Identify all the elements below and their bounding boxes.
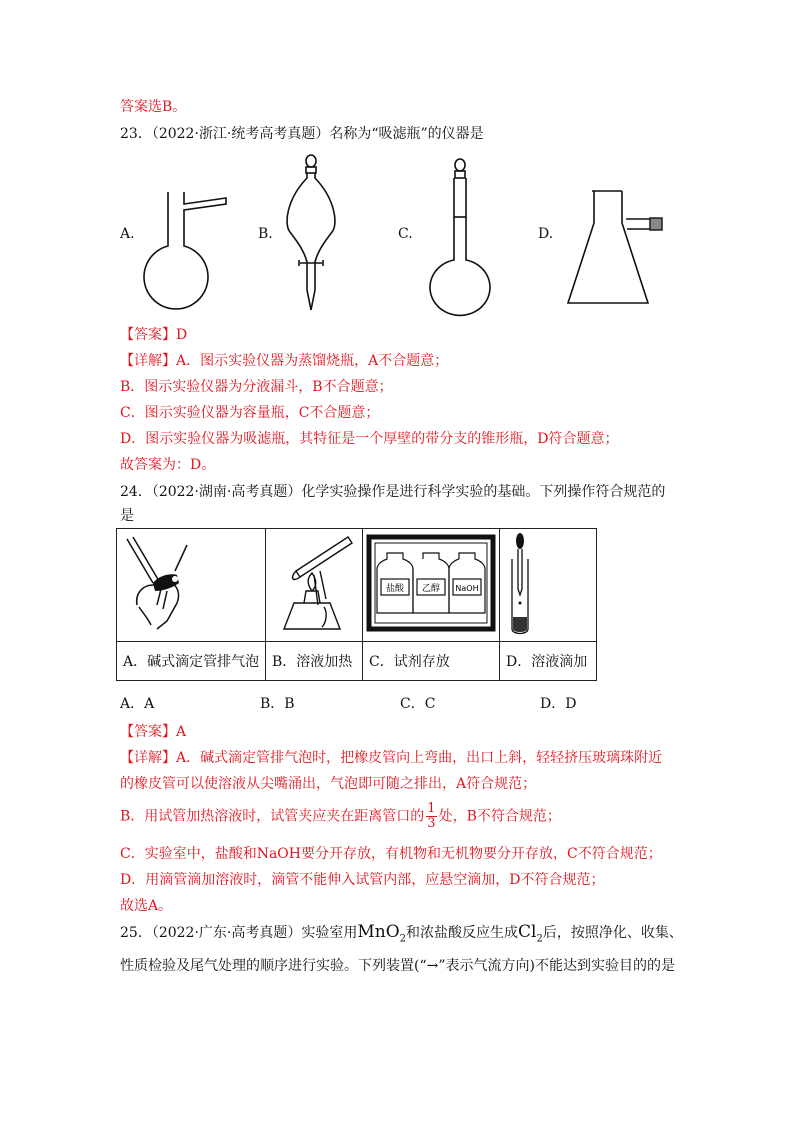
- bottle-label-naoh: NaOH: [455, 584, 479, 593]
- q24-image-b: [266, 529, 363, 642]
- reagent-cabinet-icon: [363, 529, 499, 637]
- q24-answer: 【答案】A: [120, 724, 187, 740]
- cl2-base: Cl: [518, 922, 537, 942]
- q24-conclusion: 故选A。: [120, 898, 173, 914]
- q24-caption-a: A．碱式滴定管排气泡: [117, 642, 266, 681]
- q23-option-d-label: D.: [538, 226, 554, 242]
- q24-choice-b: B．B: [260, 696, 295, 712]
- cl2-formula: [518, 922, 543, 945]
- fraction-denominator: 3: [427, 816, 436, 831]
- q24-detail-c: C．实验室中，盐酸和NaOH要分开存放，有机物和无机物要分开存放，C不符合规范；: [120, 846, 662, 862]
- q24-caption-b: B．溶液加热: [266, 642, 363, 681]
- q24-image-c: [363, 529, 500, 642]
- q23-detail-c: C．图示实验仪器为容量瓶，C不合题意；: [120, 405, 380, 421]
- q25-title-line2: 性质检验及尾气处理的顺序进行实验。下列装置(“→”表示气流方向)不能达到实验目的的是: [120, 958, 675, 974]
- q25-title-pre: 25．（2022·广东·高考真题）实验室用: [120, 925, 358, 941]
- q24-caption-c: C．试剂存放: [363, 642, 500, 681]
- q24-image-d: [500, 529, 597, 642]
- q24-choice-d: D．D: [540, 696, 577, 712]
- q24-image-a: [117, 529, 266, 642]
- fraction-numerator: 1: [427, 801, 436, 816]
- q24-operations-table: [116, 528, 597, 681]
- bottle-label-hcl: 盐酸: [385, 584, 405, 594]
- burette-bubble-removal-icon: [117, 529, 265, 637]
- heating-test-tube-icon: [266, 529, 362, 637]
- q24-detail-a-line2: 的橡皮管可以使溶液从尖嘴涌出，气泡即可随之排出，A符合规范；: [120, 776, 537, 792]
- q25-title-post: 后，按照净化、收集、: [542, 925, 683, 941]
- distillation-flask-icon: [140, 188, 230, 318]
- q23-option-a-label: A.: [120, 226, 135, 242]
- q24-choice-c: C．C: [400, 696, 436, 712]
- q24-choice-a: A．A: [120, 696, 155, 712]
- q24-title-line1: 24．（2022·湖南·高考真题）化学实验操作是进行科学实验的基础。下列操作符合规范的: [120, 484, 666, 500]
- q23-detail-d: D．图示实验仪器为吸滤瓶，其特征是一个厚壁的带分支的锥形瓶，D符合题意；: [120, 431, 619, 447]
- q23-detail-a: 【详解】A．图示实验仪器为蒸馏烧瓶，A不合题意；: [120, 353, 449, 369]
- q23-detail-b: B．图示实验仪器为分液漏斗，B不合题意；: [120, 379, 393, 395]
- q25-title-mid: 和浓盐酸反应生成: [406, 925, 519, 941]
- q23-conclusion: 故答案为：D。: [120, 457, 216, 473]
- q24-title-line2: 是: [120, 508, 134, 524]
- suction-flask-icon: [560, 185, 670, 310]
- one-third-fraction: [426, 802, 436, 831]
- previous-answer-text: 答案选B。: [120, 99, 187, 115]
- volumetric-flask-icon: [420, 155, 500, 320]
- q24-detail-a-line1: 【详解】A．碱式滴定管排气泡时，把橡皮管向上弯曲，出口上斜，轻轻挤压玻璃珠附近: [120, 750, 663, 766]
- q24-detail-b: [120, 802, 561, 831]
- q23-title: 23．（2022·浙江·统考高考真题）名称为“吸滤瓶”的仪器是: [120, 126, 484, 142]
- q25-title-line1: [120, 922, 683, 949]
- bottle-label-ethanol: 乙醇: [421, 584, 441, 594]
- separatory-funnel-icon: [276, 150, 346, 315]
- mno2-formula: [357, 922, 407, 945]
- q23-option-c-label: C.: [398, 226, 413, 242]
- q24-caption-d: D．溶液滴加: [500, 642, 597, 681]
- q24-detail-b-post: 处，B不符合规范；: [438, 808, 561, 825]
- mno2-subscript: 2: [399, 933, 407, 945]
- q23-option-b-label: B.: [258, 226, 273, 242]
- q24-detail-b-pre: B．用试管加热溶液时，试管夹应夹在距离管口的: [120, 808, 425, 825]
- mno2-base: MnO: [357, 922, 400, 942]
- dropper-test-tube-icon: [500, 529, 596, 637]
- q24-detail-d: D．用滴管滴加溶液时，滴管不能伸入试管内部，应悬空滴加，D不符合规范；: [120, 872, 605, 888]
- cl2-subscript: 2: [536, 933, 543, 945]
- q23-answer: 【答案】D: [120, 327, 188, 343]
